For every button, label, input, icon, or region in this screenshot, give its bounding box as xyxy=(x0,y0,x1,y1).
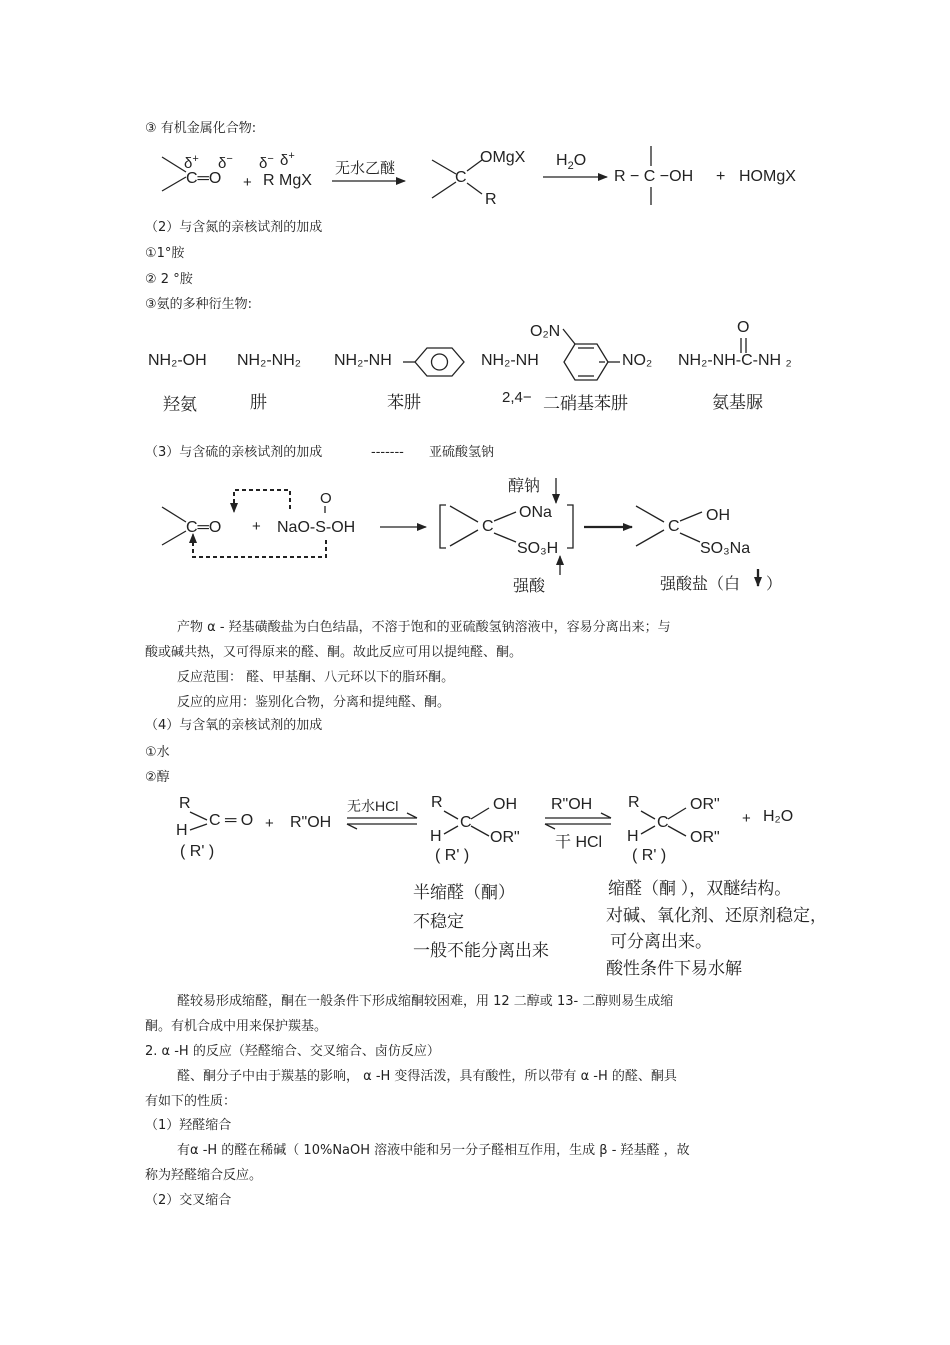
hemiacetal-r-prime: ( R' ) xyxy=(435,847,470,864)
hydrazine-formula: NH₂-NH₂ xyxy=(237,352,301,369)
salt-label-end: ） xyxy=(766,576,783,593)
hydroxylamine-formula: NH₂-OH xyxy=(148,352,207,369)
plus-sign: + xyxy=(243,174,252,191)
reagent-name: 亚硫酸氢钠 xyxy=(429,445,495,460)
alcohol-reagent: R"OH xyxy=(290,814,332,831)
alcohol-product: R − C −OH xyxy=(614,168,694,185)
paragraph-product: 产物 α - 羟基磺酸盐为白色结晶，不溶于饱和的亚硫酸氢钠溶液中，容易分离出来；与 xyxy=(177,620,671,635)
grignard-reagent: R MgX xyxy=(263,172,312,189)
hydroxylamine-name: 羟氨 xyxy=(163,395,197,414)
arrow-label-alcohol: R"OH xyxy=(551,796,593,813)
hemiacetal-note-1: 半缩醛（酮） xyxy=(413,883,515,902)
acetal-r: R xyxy=(628,794,640,811)
hemiacetal-h: H xyxy=(430,828,442,845)
section-heading-oxygen: （4）与含氧的亲核试剂的加成 xyxy=(145,718,323,733)
arrow-label-anhydrous-ether: 无水乙醚 xyxy=(335,160,396,177)
dnph-name: 二硝基苯肼 xyxy=(543,394,628,413)
paragraph-acetal-2: 酮。有机合成中用来保护羰基。 xyxy=(145,1019,328,1034)
paragraph-alpha-h-2: 有如下的性质： xyxy=(145,1094,237,1109)
benzene-ring-phenylhydrazine xyxy=(415,348,464,376)
section-heading-alpha-h: 2. α -H 的反应（羟醛缩合、交叉缩合、卤仿反应） xyxy=(145,1044,440,1059)
aldehyde-h: H xyxy=(176,822,188,839)
arrow-label-anhydrous-hcl: 无水HCl xyxy=(347,798,399,814)
paragraph-alpha-h: 醛、酮分子中由于羰基的影响， α -H 变得活泼，具有酸性，所以带有 α -H 的醛、酮具 xyxy=(177,1069,677,1084)
acetal-or-bottom: OR" xyxy=(690,829,720,846)
delta-plus: δ+ xyxy=(184,153,199,172)
plus-sign-4: + xyxy=(265,815,274,832)
dnph-prefix: 2,4− xyxy=(502,389,532,406)
homgx-product: HOMgX xyxy=(739,168,796,185)
reaction-scope: 反应范围： 醛、甲基酮、八元环以下的脂环酮。 xyxy=(177,670,455,685)
delta-minus: δ− xyxy=(218,153,233,172)
heading-dashes: ------- xyxy=(371,445,404,460)
alkoxide-label: 醇钠 xyxy=(508,478,541,495)
section-heading-sulfur: （3）与含硫的亲核试剂的加成 xyxy=(145,445,323,460)
plus-sign-3: + xyxy=(252,518,261,535)
ona-group: ONa xyxy=(519,504,552,521)
dnph-nitro-right: NO₂ xyxy=(622,352,653,369)
hemiacetal-oh: OH xyxy=(493,796,517,813)
hydrazine-name: 肼 xyxy=(250,393,267,412)
list-item-ammonia-derivatives: ③氨的多种衍生物: xyxy=(145,297,253,312)
arrow-label-dry-hcl: 干 HCl xyxy=(555,834,603,851)
delta-minus-grignard: δ− xyxy=(259,153,274,172)
hemiacetal-carbon: C xyxy=(460,814,472,831)
acetal-note-4: 酸性条件下易水解 xyxy=(606,959,742,978)
delta-plus-grignard: δ+ xyxy=(280,150,295,169)
acetal-carbon: C xyxy=(657,814,669,831)
dnph-nitro-top: O₂N xyxy=(530,323,561,340)
acetal-or-top: OR" xyxy=(690,796,720,813)
subheading-aldol: （1）羟醛缩合 xyxy=(145,1118,232,1133)
so3na-group: SO₃Na xyxy=(700,540,751,557)
list-item-alcohol: ②醇 xyxy=(145,770,170,785)
strong-acid-label: 强酸 xyxy=(513,578,546,595)
water-product: H₂O xyxy=(763,808,794,825)
list-item-primary-amine: ①1°胺 xyxy=(145,246,185,261)
paragraph-product-2: 酸或碱共热，又可得原来的醛、酮。故此反应可用以提纯醛、酮。 xyxy=(145,645,523,660)
acetal-note-2: 对碱、氧化剂、还原剂稳定， xyxy=(606,906,827,925)
paragraph-aldol-2: 称为羟醛缩合反应。 xyxy=(145,1168,263,1183)
acetal-note-1: 缩醛（酮 ），双醚结构。 xyxy=(608,879,792,898)
acetal-h: H xyxy=(627,828,639,845)
salt-label: 强酸盐（白 xyxy=(660,576,741,593)
aldehyde-carbonyl: C ═ O xyxy=(209,812,254,829)
list-item-water: ①水 xyxy=(145,745,170,760)
phenylhydrazine-name: 苯肼 xyxy=(387,393,421,412)
section-heading-organometallic: ③ 有机金属化合物: xyxy=(145,121,257,136)
sodium-bisulfite: NaO-S-OH xyxy=(277,519,356,536)
hemiacetal-note-3: 一般不能分离出来 xyxy=(413,941,549,960)
paragraph-aldol: 有α -H 的醛在稀碱（ 10%NaOH 溶液中能和另一分子醛相互作用，生成 β - 羟基醛 ，故 xyxy=(177,1143,690,1158)
plus-sign-5: + xyxy=(742,810,751,827)
aldehyde-r: R xyxy=(179,795,191,812)
hemiacetal-r: R xyxy=(431,794,443,811)
sulfonyl-oxygen: O xyxy=(320,490,332,507)
r-group: R xyxy=(485,191,497,208)
central-carbon: C xyxy=(455,169,467,186)
carbonyl-group-3: C═O xyxy=(186,519,222,536)
phenylhydrazine-formula: NH₂-NH xyxy=(334,352,392,369)
hemiacetal-note-2: 不稳定 xyxy=(413,912,464,931)
aldehyde-r-prime: ( R' ) xyxy=(180,843,215,860)
list-item-secondary-amine: ② 2 °胺 xyxy=(145,272,193,287)
oh-group: OH xyxy=(706,507,730,524)
dnph-formula: NH₂-NH xyxy=(481,352,539,369)
semicarbazide-formula: NH₂-NH-C-NH ₂ xyxy=(678,352,792,369)
semicarbazide-oxygen: O xyxy=(737,319,750,336)
intermediate-carbon: C xyxy=(482,518,494,535)
subheading-cross-condensation: （2）交叉缩合 xyxy=(145,1193,232,1208)
omgx-group: OMgX xyxy=(480,149,526,166)
acetal-note-3: 可分离出来。 xyxy=(610,932,712,951)
carbonyl-group: C═O xyxy=(186,170,222,187)
product-carbon: C xyxy=(668,518,680,535)
paragraph-acetal: 醛较易形成缩醛，酮在一般条件下形成缩酮较困难，用 12 二醇或 13- 二醇则易生成缩 xyxy=(177,994,674,1009)
h2o-reagent: $H_2O$ xyxy=(556,152,587,173)
hemiacetal-or: OR" xyxy=(490,829,520,846)
semicarbazide-name: 氨基脲 xyxy=(712,393,763,412)
acetal-r-prime: ( R' ) xyxy=(632,847,667,864)
section-heading-nitrogen: （2）与含氮的亲核试剂的加成 xyxy=(145,220,323,235)
reaction-application: 反应的应用：鉴别化合物，分离和提纯醛、酮。 xyxy=(177,695,451,710)
plus-sign-2: + xyxy=(716,168,726,185)
so3h-group: SO₃H xyxy=(517,540,559,557)
